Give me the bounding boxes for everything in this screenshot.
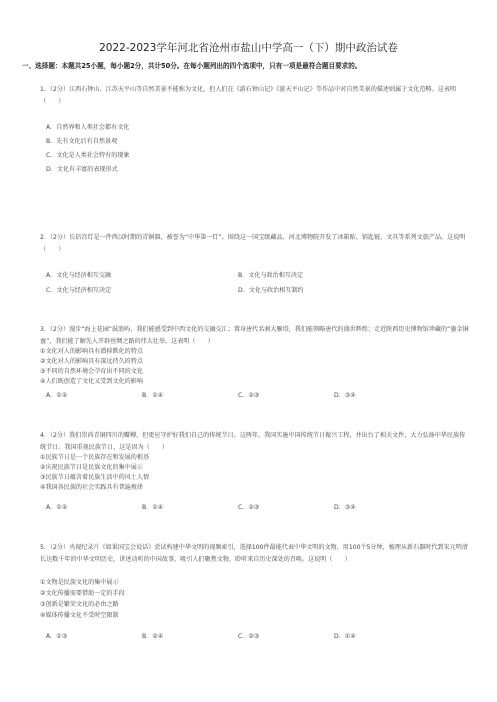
- q3-statement-3: ③不同的自然环境会孕育出不同的文化: [40, 368, 143, 375]
- q4-statement-1: ①民族节日是一个民族存在和发展的根基: [40, 454, 150, 461]
- q5-statement-1: ①文物是民族文化的集中展示: [40, 579, 119, 586]
- q1-option-a[interactable]: A．自然界和人类社会都有文化: [46, 124, 130, 131]
- q4-option-b[interactable]: B．①④: [142, 504, 164, 511]
- q3-statement-1: ①文化对人的影响具有潜移默化的特点: [40, 348, 143, 355]
- q5-option-b[interactable]: B．②④: [142, 633, 164, 640]
- q4-option-d[interactable]: D．③④: [334, 504, 356, 511]
- q4-statement-3: ③民族节日蕴含着民族生活中的风土人情: [40, 474, 150, 481]
- q3-option-d[interactable]: D．③④: [334, 392, 356, 399]
- q3-option-b[interactable]: B．①④: [142, 392, 164, 399]
- question-1-stem: 1．（2分）江西石钟山、江苏天平山等自然美景不能称为文化，但人们在《游石钟山记》《游天平山记》等作品中对自然美景的描述则属于文化范畴。这表明（ ）: [40, 86, 457, 105]
- q2-option-a[interactable]: A．文化与经济相互交融: [46, 272, 112, 279]
- q1-option-d[interactable]: D．文化有丰富的表现形式: [46, 166, 118, 173]
- q1-option-c[interactable]: C．文化是人类社会特有的现象: [46, 152, 130, 159]
- q4-option-a[interactable]: A．①②: [46, 504, 68, 511]
- q2-option-c[interactable]: C．文化与经济相互决定: [46, 287, 112, 294]
- question-4-stem: 4．（2分）我们崇尚青铜四川的瓣樽，但更应守护好我们自己的传统节日。这两年，我国实施中国传统节日振兴工程，并出台了相关文件，大力弘扬中华民族传统节日。我国重视民族节日，这是因为（ ）: [40, 432, 466, 451]
- q1-option-b[interactable]: B．先有文化后有自然景观: [46, 138, 118, 145]
- q5-statement-3: ③创新是繁荣文化的必由之路: [40, 601, 119, 608]
- section-heading: 一、选择题：本题共25小题，每小题2分，共计50分。在每小题列出的四个选项中，只有一项是最符合题目要求的。: [22, 62, 362, 70]
- q5-statement-2: ②文化传播需要借助一定的手段: [40, 590, 125, 597]
- q2-option-b[interactable]: B．文化与政治相互决定: [238, 272, 304, 279]
- q2-option-d[interactable]: D．文化与政治相互制约: [238, 287, 304, 294]
- q4-option-c[interactable]: C．②③: [238, 504, 260, 511]
- q5-statement-4: ④媒体传播文化不受时空限制: [40, 612, 119, 619]
- q4-statement-4: ④我国各民族的社会实践具有普遍规律: [40, 484, 143, 491]
- page-title: 2022-2023学年河北省沧州市盐山中学高一（下）期中政治试卷: [99, 42, 398, 54]
- q3-statement-2: ②文化对人的影响具有深远持久的特点: [40, 358, 143, 365]
- q4-statement-2: ②庆祝民族节日是民族文化的集中展示: [40, 464, 143, 471]
- question-3-stem: 3．（2分）漫步“海上花园”鼓浪屿，我们能感受到中西文化的交融交汇；置身唐代名刹大雁塔，我们能领略唐代的盛世辉煌；走近陕西历史博物馆珍藏的“鎏金铜蚕”，我们能了解先人开辟丝绸之路的伟大壮举。这表明（ ）: [40, 326, 469, 345]
- question-5-stem: 5．（2分）央视纪录片《如果国宝会说话》尝试构建中华文明的视频索引，选择100件最能代表中华文明的文物，用100个5分钟，梳理从新石器时代到宋元明清长达数千年的中华文明历史，讲述动听的中国故事，吸引人们聚焦文物，聆听来自历史深处的召唤。这说明（ ）: [40, 544, 468, 563]
- q5-option-d[interactable]: D．①④: [334, 633, 356, 640]
- question-2-stem: 2．（2分）长信宫灯是一件西汉时期的青铜器，被誉为“中华第一灯”。围绕这一国宝级藏品，河北博物院开发了冰箱贴、钥匙链、文具等系列文旅产品。这说明（ ）: [40, 234, 466, 253]
- q3-option-c[interactable]: C．②③: [238, 392, 260, 399]
- q5-option-a[interactable]: A．①③: [46, 633, 68, 640]
- q5-option-c[interactable]: C．②③: [238, 633, 260, 640]
- q3-option-a[interactable]: A．①②: [46, 392, 68, 399]
- q3-statement-4: ④人们既创造了文化又受到文化的影响: [40, 378, 143, 385]
